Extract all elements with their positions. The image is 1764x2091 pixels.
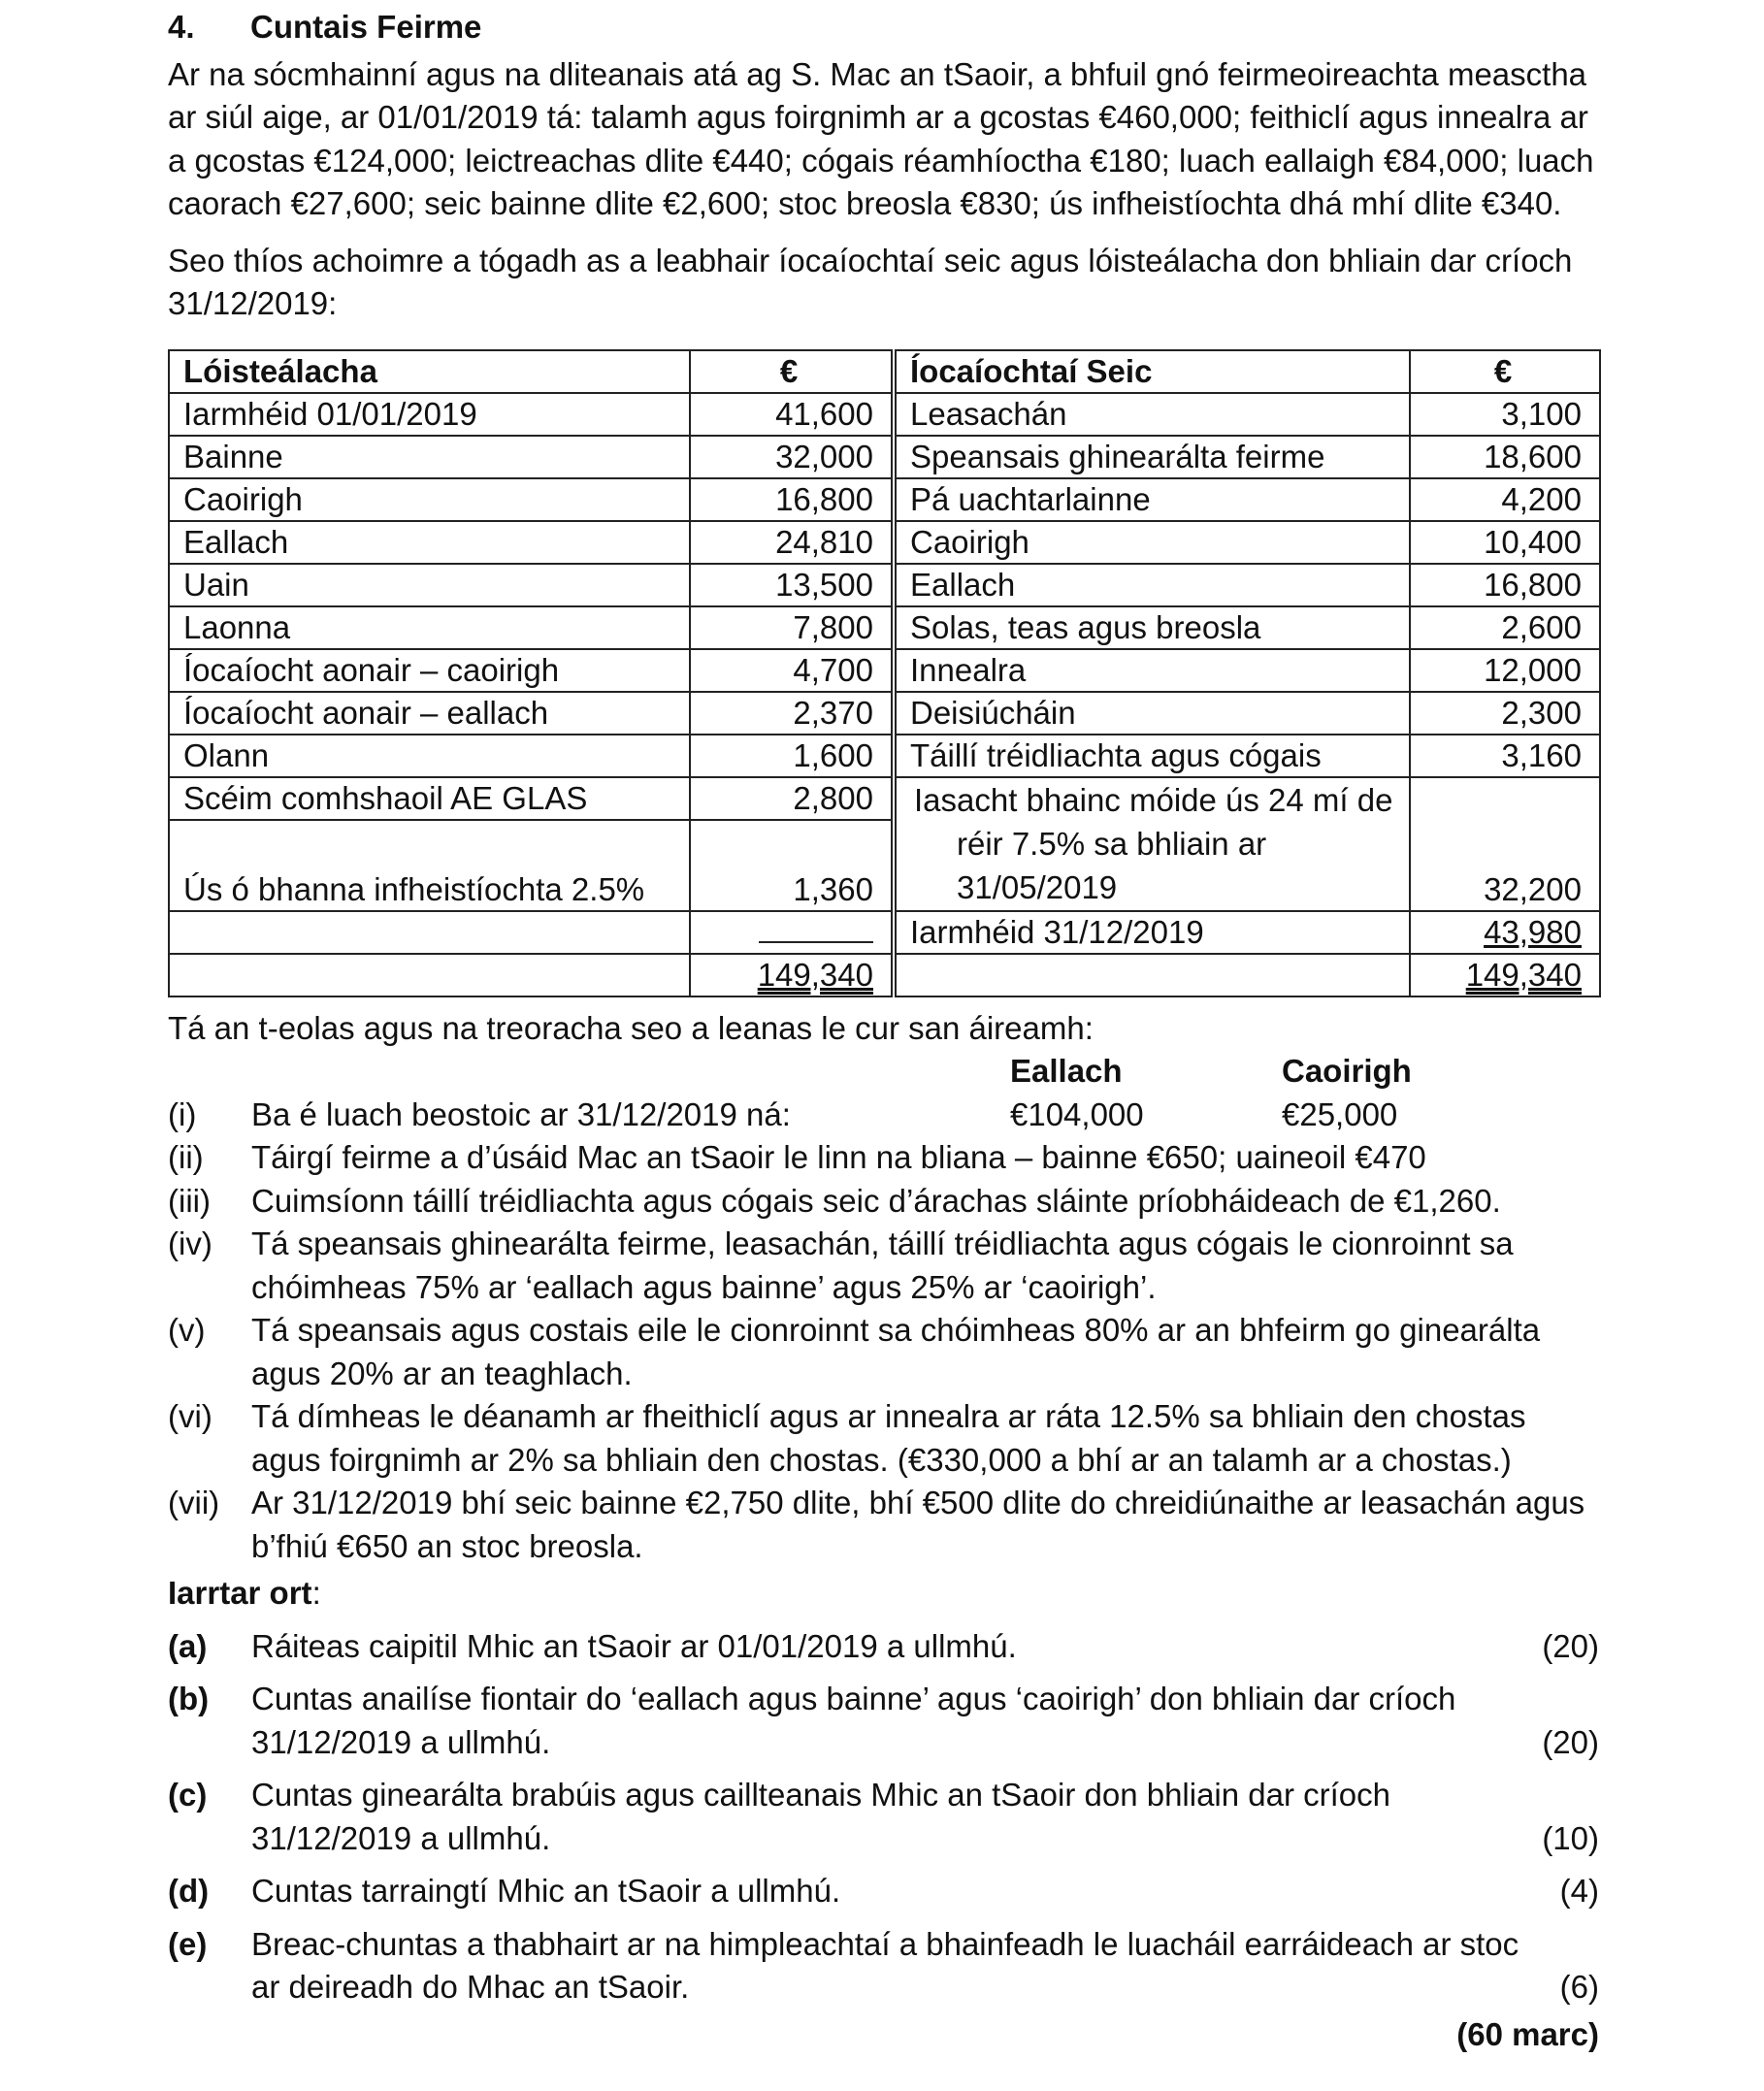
question-intro: Ar na sócmhainní agus na dliteanais atá ag S. Mac an tSaoir, a bhfuil gnó feirmeoireachta measctha ar siúl aige, ar 01/01/2019 tá: talamh agus foirgnimh ar a gcostas €460,000; feithiclí agus innealra ar a gcostas €124,000; leictreachas dlite €440; cógais réamhíoctha €180; luach eallaigh €84,000; luach caorach €27,600; seic bainne dlite €2,600; stoc breosla €830; ús infheistíochta dhá mhí dlite €340. [168,55,1594,221]
closing-balance-amount: 43,980 [1484,913,1582,950]
lodgement-label: Bainne [169,436,690,478]
note-text: Tá speansais ghinearálta feirme, leasachán, táillí tréidliachta agus cógais le cionroinnt sa chóimheas 75% ar ‘eallach agus bainne’ agus 25% ar ‘caoirigh’. [251,1225,1514,1305]
payment-amount: 4,200 [1410,478,1600,521]
table-row [169,777,1600,820]
part-label: (c) [168,1777,208,1813]
lodgement-amount: 1,600 [690,735,894,777]
bank-loan-line-2: réir 7.5% sa bhliain ar [957,825,1267,862]
bank-loan-amount: 32,200 [1410,777,1600,911]
underline-cell [690,911,894,954]
payment-label: Táillí tréidliachta agus cógais [894,735,1410,777]
lodgement-amount: 4,700 [690,649,894,692]
lodgement-label: Ús ó bhanna infheistíochta 2.5% [169,820,690,911]
payment-amount: 3,100 [1410,393,1600,436]
payment-amount: 2,300 [1410,692,1600,735]
note-v [168,1309,1599,1395]
payment-label: Pá uachtarlainne [894,478,1410,521]
lodgement-amount: 1,360 [690,820,894,911]
part-text-line-2: 31/12/2019 a ullmhú. [251,1819,551,1856]
part-text-line-1: Breac-chuntas a thabhairt ar na himpleachtaí a bhainfeadh le luacháil earráideach ar stoc [251,1925,1519,1962]
total-left-cell [690,954,894,996]
part-text-line-1: Cuntas ginearálta brabúis agus caillteanais Mhic an tSaoir don bhliain dar críoch [251,1777,1391,1813]
payment-amount: 12,000 [1410,649,1600,692]
requirements-colon: : [311,1575,321,1611]
part-label: (d) [168,1873,210,1909]
note-text: Tá speansais agus costais eile le cionroinnt sa chóimheas 80% ar an bhfeirm go ginearálta agus 20% ar an teaghlach. [251,1312,1541,1391]
lodgement-amount: 13,500 [690,564,894,606]
lodgements-header: Lóisteálacha [169,350,690,393]
note-text: Ar 31/12/2019 bhí seic bainne €2,750 dlite, bhí €500 dlite do chreidiúnaithe ar leasachán agus b’fhiú €650 an stoc breosla. [251,1485,1585,1564]
sheep-value: €25,000 [1282,1095,1398,1132]
cattle-value: €104,000 [1010,1095,1144,1132]
payment-label: Eallach [894,564,1410,606]
currency-header-left: € [690,350,894,393]
part-a [168,1625,1599,1669]
requirements-heading-text: Iarrtar ort [168,1575,312,1611]
empty-cell [169,911,690,954]
notes-intro: Tá an t-eolas agus na treoracha seo a leanas le cur san áireamh: [168,1009,1094,1046]
part-d [168,1870,1599,1913]
total-rule [759,912,873,943]
part-marks: (20) [1542,1723,1599,1760]
exam-page [168,0,1599,2056]
table-row [169,478,1600,521]
table-row [169,735,1600,777]
table-row [169,649,1600,692]
requirements-heading [168,1572,1599,1616]
lodgement-label: Laonna [169,606,690,649]
lodgement-amount: 7,800 [690,606,894,649]
note-iv [168,1223,1599,1309]
total-marks: (60 marc) [1456,2015,1599,2052]
note-text: Ba é luach beostoic ar 31/12/2019 ná: [251,1095,791,1132]
note-vii [168,1482,1599,1568]
part-text-line-2: ar deireadh do Mhac an tSaoir. [251,1969,690,2005]
bank-loan-line-1: Iasacht bhainc móide ús 24 mí de [914,781,1393,818]
note-label: (i) [168,1095,197,1132]
payment-label: Solas, teas agus breosla [894,606,1410,649]
table-total-row [169,954,1600,996]
lodgement-amount: 41,600 [690,393,894,436]
table-row [169,564,1600,606]
question-heading [168,6,1599,49]
question-number: 4. [168,9,195,45]
lodgement-label: Uain [169,564,690,606]
total-left: 149,340 [757,956,873,993]
payment-amount: 10,400 [1410,521,1600,564]
empty-cell [894,954,1410,996]
payment-amount: 3,160 [1410,735,1600,777]
total-right-cell [1410,954,1600,996]
note-text: Cuimsíonn táillí tréidliachta agus cógais seic d’árachas sláinte príobháideach de €1,260. [251,1182,1501,1219]
note-i [168,1094,1599,1137]
table-row [169,911,1600,954]
payment-amount: 16,800 [1410,564,1600,606]
part-text: Ráiteas caipitil Mhic an tSaoir ar 01/01/2019 a ullmhú. [251,1627,1017,1664]
lodgement-label: Íocaíocht aonair – eallach [169,692,690,735]
note-label: (v) [168,1312,206,1348]
question-title: Cuntais Feirme [250,9,482,45]
payment-amount: 18,600 [1410,436,1600,478]
part-text-line-2: 31/12/2019 a ullmhú. [251,1723,551,1760]
part-marks: (6) [1559,1969,1599,2005]
lodgement-amount: 2,370 [690,692,894,735]
cash-book-table [168,349,1601,997]
table-row [169,692,1600,735]
question-summary: Seo thíos achoimre a tógadh as a leabhair íocaíochtaí seic agus lóisteálacha don bhliain dar críoch 31/12/2019: [168,242,1573,321]
currency-header-right: € [1410,350,1600,393]
note-label: (ii) [168,1139,204,1175]
part-b [168,1678,1599,1764]
lodgement-amount: 24,810 [690,521,894,564]
note-label: (vi) [168,1398,212,1434]
note-text: Tá dímheas le déanamh ar fheithiclí agus ar innealra ar ráta 12.5% sa bhliain den chostas agus foirgnimh ar 2% sa bhliain den chostas. (€330,000 a bhí ar an talamh ar a chostas.) [251,1398,1526,1478]
lodgement-label: Íocaíocht aonair – caoirigh [169,649,690,692]
bank-loan-line-3: 31/05/2019 [957,868,1118,905]
lodgement-label: Scéim comhshaoil AE GLAS [169,777,690,820]
lodgement-amount: 2,800 [690,777,894,820]
livestock-column-headers [168,1050,1599,1094]
part-label: (b) [168,1681,210,1716]
lodgement-label: Iarmhéid 01/01/2019 [169,393,690,436]
cattle-header: Eallach [1010,1053,1123,1089]
note-vi [168,1395,1599,1482]
note-label: (iii) [168,1182,211,1219]
note-text: Táirgí feirme a d’úsáid Mac an tSaoir le linn na bliana – bainne €650; uaineoil €470 [251,1139,1426,1175]
table-row [169,436,1600,478]
part-marks: (4) [1559,1873,1599,1909]
payment-amount: 2,600 [1410,606,1600,649]
bank-loan-label [894,777,1410,911]
part-e [168,1923,1599,2009]
payments-header: Íocaíochtaí Seic [894,350,1410,393]
total-right: 149,340 [1465,956,1582,993]
table-row [169,521,1600,564]
lodgement-amount: 32,000 [690,436,894,478]
part-marks: (10) [1542,1819,1599,1856]
payment-label: Deisiúcháin [894,692,1410,735]
closing-balance-label: Iarmhéid 31/12/2019 [894,911,1410,954]
part-c [168,1774,1599,1860]
table-row [169,393,1600,436]
payment-label: Leasachán [894,393,1410,436]
part-text: Cuntas tarraingtí Mhic an tSaoir a ullmhú. [251,1873,841,1909]
table-row [169,606,1600,649]
sheep-header: Caoirigh [1282,1053,1412,1089]
payment-label: Speansais ghinearálta feirme [894,436,1410,478]
part-label: (e) [168,1925,208,1962]
payment-label: Caoirigh [894,521,1410,564]
note-iii [168,1180,1599,1224]
note-label: (iv) [168,1225,212,1261]
lodgement-label: Olann [169,735,690,777]
table-header-row [169,350,1600,393]
note-label: (vii) [168,1485,220,1520]
closing-balance-cell [1410,911,1600,954]
part-text-line-1: Cuntas anailíse fiontair do ‘eallach agus bainne’ agus ‘caoirigh’ don bhliain dar críoch [251,1681,1456,1716]
empty-cell [169,954,690,996]
lodgement-label: Caoirigh [169,478,690,521]
payment-label: Innealra [894,649,1410,692]
part-label: (a) [168,1627,208,1664]
note-ii [168,1136,1599,1180]
part-marks: (20) [1542,1627,1599,1664]
lodgement-amount: 16,800 [690,478,894,521]
lodgement-label: Eallach [169,521,690,564]
